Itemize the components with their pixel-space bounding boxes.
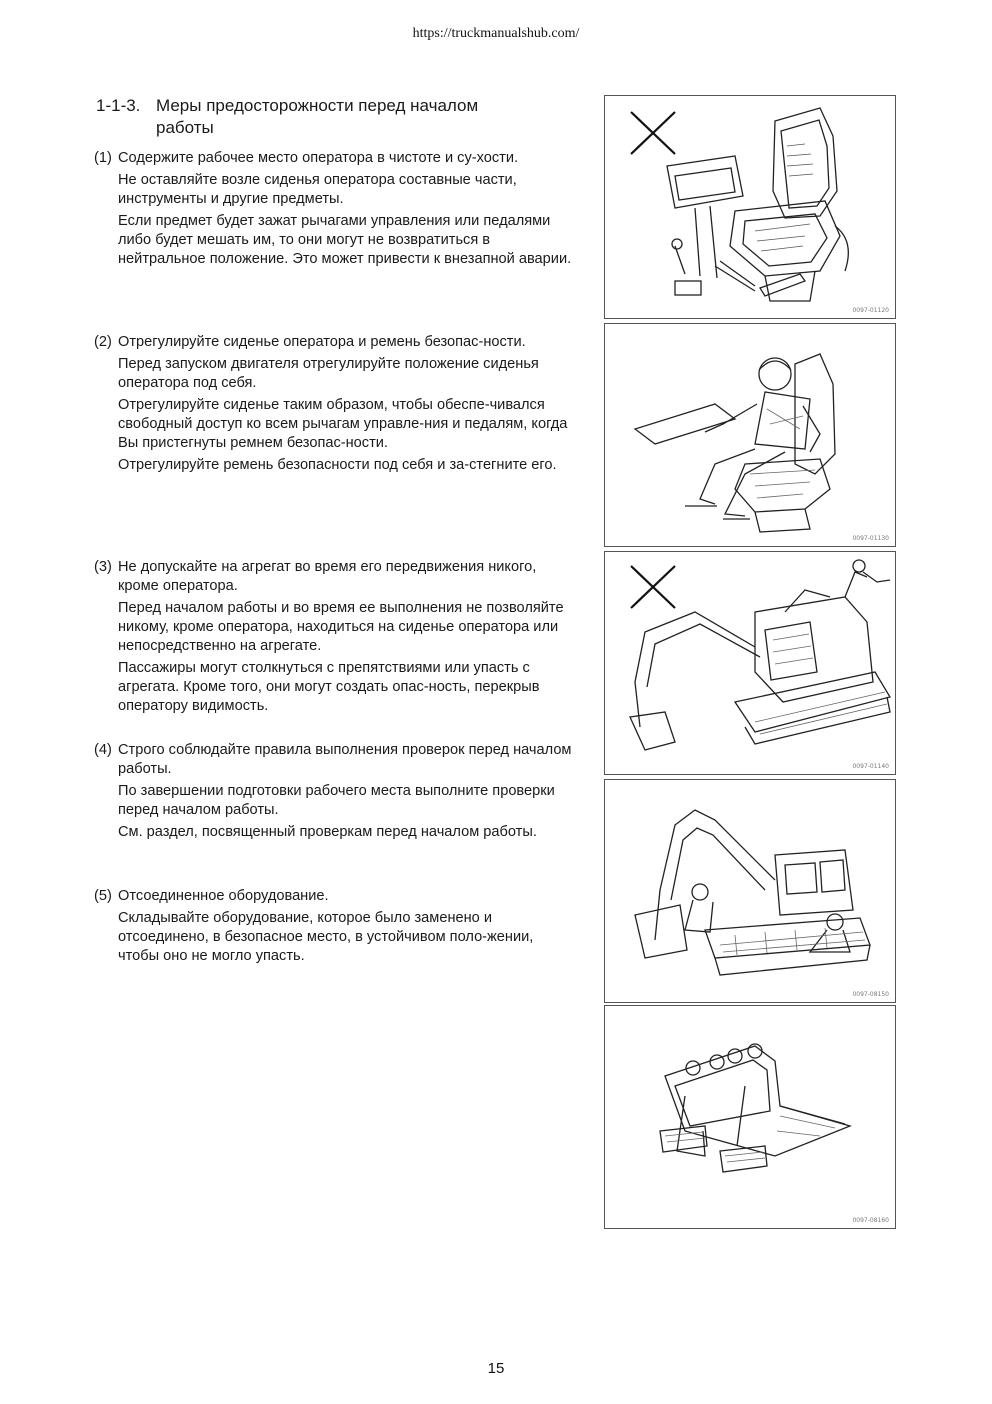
item-heading: Отсоединенное оборудование. bbox=[118, 888, 329, 904]
precaution-item-4 bbox=[94, 741, 574, 842]
item-paragraph: Перед началом работы и во время ее выполнения не позволяйте никому, кроме оператора, находиться на сиденье оператора или непосредственно на агрегате. bbox=[118, 600, 564, 654]
figure-code: 0097-01140 bbox=[852, 763, 889, 770]
seated-operator-illustration bbox=[605, 324, 895, 546]
item-number: (2) bbox=[94, 334, 112, 350]
section-title-line1: Меры предосторожности перед началом bbox=[156, 96, 479, 115]
detached-bucket-illustration bbox=[605, 1006, 895, 1228]
header-url[interactable]: https://truckmanualshub.com/ bbox=[412, 26, 580, 41]
item-heading: Не допускайте на агрегат во время его передвижения никого, кроме оператора. bbox=[118, 559, 537, 594]
item-paragraph: Перед запуском двигателя отрегулируйте положение сиденья оператора под себя. bbox=[118, 356, 539, 391]
item-paragraph: Отрегулируйте сиденье таким образом, чтобы обеспе-чивался свободный доступ ко всем рычагам управле-ния и педалям, когда Вы пристегнуты ремнем безопас-ности. bbox=[118, 397, 568, 451]
page-number: 15 bbox=[487, 1360, 505, 1377]
figure-detached-equipment bbox=[604, 1005, 896, 1229]
item-paragraph: См. раздел, посвященный проверкам перед началом работы. bbox=[118, 824, 537, 840]
item-paragraph: По завершении подготовки рабочего места выполните проверки перед началом работы. bbox=[118, 783, 555, 818]
item-heading: Строго соблюдайте правила выполнения проверок перед началом работы. bbox=[118, 742, 572, 777]
figure-cluttered-seat bbox=[604, 95, 896, 319]
inspection-illustration bbox=[605, 780, 895, 1002]
item-heading: Содержите рабочее место оператора в чистоте и су-хости. bbox=[118, 150, 519, 166]
passenger-on-excavator-illustration bbox=[605, 552, 895, 774]
item-paragraph: Отрегулируйте ремень безопасности под себя и за-стегните его. bbox=[118, 457, 557, 473]
section-title-line2: работы bbox=[156, 118, 214, 137]
item-number: (5) bbox=[94, 888, 112, 904]
item-paragraph: Складывайте оборудование, которое было заменено и отсоединено, в безопасное место, в устойчивом поло-жении, чтобы оно не могло упасть. bbox=[118, 910, 534, 964]
figure-code: 0097-01130 bbox=[852, 535, 889, 542]
figure-pre-start-inspection bbox=[604, 779, 896, 1003]
figure-code: 0097-01120 bbox=[852, 307, 889, 314]
item-number: (1) bbox=[94, 150, 112, 166]
section-title bbox=[96, 95, 536, 139]
item-paragraph: Пассажиры могут столкнуться с препятствиями или упасть с агрегата. Кроме того, они могут создать опас-ность, перекрыв оператору видимость. bbox=[118, 660, 540, 714]
item-heading: Отрегулируйте сиденье оператора и ремень безопас-ности. bbox=[118, 334, 526, 350]
item-number: (3) bbox=[94, 559, 112, 575]
precaution-item-1 bbox=[94, 149, 574, 269]
item-paragraph: Не оставляйте возле сиденья оператора составные части, инструменты и другие предметы. bbox=[118, 172, 517, 207]
figure-code: 0097-08160 bbox=[852, 1217, 889, 1224]
item-paragraph: Если предмет будет зажат рычагами управления или педалями либо будет мешать им, то они могут не возвратиться в нейтральное положение. Это может привести к внезапной аварии. bbox=[118, 213, 572, 267]
figure-operator-seated bbox=[604, 323, 896, 547]
section-number: 1-1-3. bbox=[96, 96, 141, 115]
figure-code: 0097-08150 bbox=[852, 991, 889, 998]
precaution-item-5 bbox=[94, 887, 574, 966]
item-number: (4) bbox=[94, 742, 112, 758]
precaution-item-3 bbox=[94, 558, 574, 716]
precaution-item-2 bbox=[94, 333, 574, 475]
cluttered-seat-illustration bbox=[605, 96, 895, 318]
figure-passenger-prohibited bbox=[604, 551, 896, 775]
